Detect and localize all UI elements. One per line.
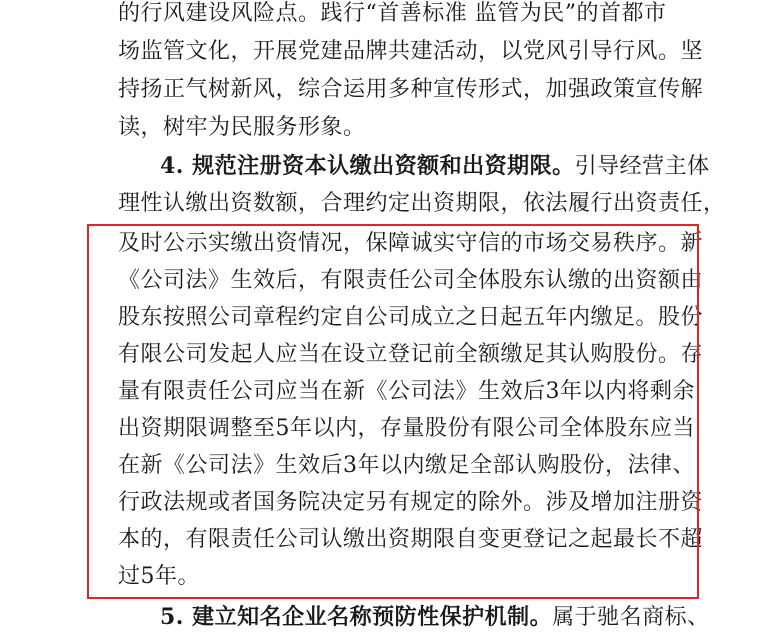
section-5-heading-rest: 属于驰名商标、	[552, 605, 710, 630]
highlighted-text-line: 行政法规或者国务院决定另有规定的除外。涉及增加注册资	[118, 490, 704, 515]
highlighted-text-line: 过5年。	[118, 564, 200, 589]
highlighted-text-line: 及时公示实缴出资情况，保障诚实守信的市场交易秩序。新	[118, 231, 704, 256]
highlighted-text-line: 在新《公司法》生效后3年以内缴足全部认购股份，法律、	[118, 453, 695, 478]
text-line: 理性认缴出资数额，合理约定出资期限，依法履行出资责任，	[118, 191, 726, 216]
text-line: 读，树牢为民服务形象。	[118, 115, 366, 140]
text-line: 持扬正气树新风，综合运用多种宣传形式，加强政策宣传解	[118, 77, 704, 102]
highlighted-text-line: 《公司法》生效后，有限责任公司全体股东认缴的出资额由	[118, 268, 704, 293]
text-line: 的行风建设风险点。践行“首善标准 监管为民”的首都市	[118, 1, 667, 26]
section-4-heading: 4. 规范注册资本认缴出资额和出资期限。	[160, 153, 575, 179]
highlighted-text-line: 有限公司发起人应当在设立登记前全额缴足其认购股份。存	[118, 342, 704, 367]
section-4-heading-rest: 引导经营主体	[574, 154, 710, 179]
red-highlight-box	[87, 224, 699, 599]
highlighted-text-line: 本的，有限责任公司认缴出资期限自变更登记之起最长不超	[118, 527, 704, 552]
section-4-heading-line	[160, 152, 710, 181]
section-5-heading-line	[160, 603, 710, 632]
highlighted-text-line: 出资期限调整至5年以内，存量股份有限公司全体股东应当	[118, 416, 695, 441]
highlighted-text-line: 股东按照公司章程约定自公司成立之日起五年内缴足。股份	[118, 305, 704, 330]
section-5-heading: 5. 建立知名企业名称预防性保护机制。	[160, 604, 553, 630]
text-line: 场监管文化，开展党建品牌共建活动，以党风引导行风。坚	[118, 39, 704, 64]
highlighted-text-line: 量有限责任公司应当在新《公司法》生效后3年以内将剩余	[118, 379, 695, 404]
